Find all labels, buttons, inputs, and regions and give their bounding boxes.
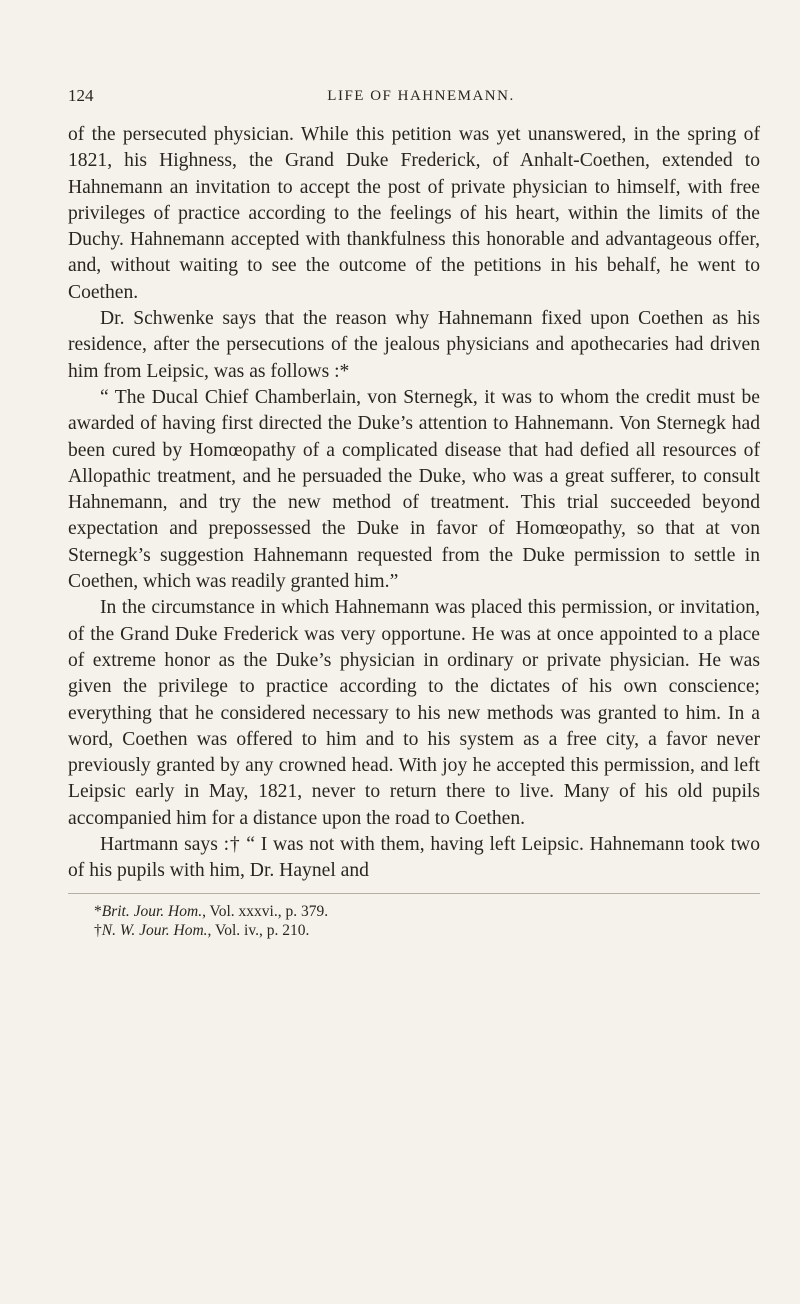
footnote-divider: [68, 893, 760, 894]
footnote: [94, 921, 760, 940]
body-text: [68, 122, 760, 885]
book-page: [68, 86, 760, 940]
footnote: [94, 902, 760, 921]
footnote-mark: †: [94, 921, 102, 939]
running-head: [68, 86, 760, 112]
running-title: LIFE OF HAHNEMANN.: [327, 88, 515, 104]
footnotes: [68, 902, 760, 940]
footnote-mark: *: [94, 902, 102, 920]
paragraph: In the circumstance in which Hahnemann was placed this permission, or invitation, of the Grand Duke Frederick was very opportune. He was at once appointed to a place of extreme honor as the Duke’s physician in ordinary or private physician. He was given the privilege to practice according to the dictates of his own conscience; everything that he considered necessary to his new methods was granted to him. In a word, Coethen was offered to him and to his system as a free city, a favor never previously granted by any crowned head. With joy he accepted this permission, and left Leipsic early in May, 1821, never to return there to live. Many of his old pupils accompanied him for a distance upon the road to Coethen.: [68, 597, 760, 829]
paragraph: Hartmann says :† “ I was not with them, having left Leipsic. Hahnemann took two of his pupils with him, Dr. Haynel and: [68, 834, 760, 882]
footnote-reference: , Vol. iv., p. 210.: [207, 921, 310, 939]
paragraph: Dr. Schwenke says that the reason why Hahnemann fixed upon Coethen as his residence, after the persecutions of the jealous physicians and apothecaries had driven him from Leipsic, was as follows :*: [68, 308, 760, 382]
footnote-source: Brit. Jour. Hom.: [101, 902, 203, 920]
footnote-source: N. W. Jour. Hom.: [101, 921, 208, 939]
footnote-reference: , Vol. xxxvi., p. 379.: [202, 902, 329, 920]
page-number: 124: [68, 86, 94, 105]
paragraph: of the persecuted physician. While this petition was yet unanswered, in the spring of 1821, his Highness, the Grand Duke Frederick, of Anhalt-Coethen, extended to Hahnemann an invitation to accept the post of private physician to himself, with free privileges of practice according to the feelings of his heart, within the limits of the Duchy. Hahnemann accepted with thankfulness this honorable and advantageous offer, and, without waiting to see the outcome of the petitions in his behalf, he went to Coethen.: [68, 124, 760, 303]
quoted-paragraph: “ The Ducal Chief Chamberlain, von Sternegk, it was to whom the credit must be awarded of having first directed the Duke’s attention to Hahnemann. Von Sternegk had been cured by Homœopathy of a complicated disease that had defied all resources of Allopathic treatment, and he persuaded the Duke, who was a great sufferer, to consult Hahnemann, and try the new method of treatment. This trial succeeded beyond expectation and prepossessed the Duke in favor of Homœopathy, so that at von Sternegk’s suggestion Hahnemann requested from the Duke permission to settle in Coethen, which was readily granted him.”: [68, 386, 760, 593]
